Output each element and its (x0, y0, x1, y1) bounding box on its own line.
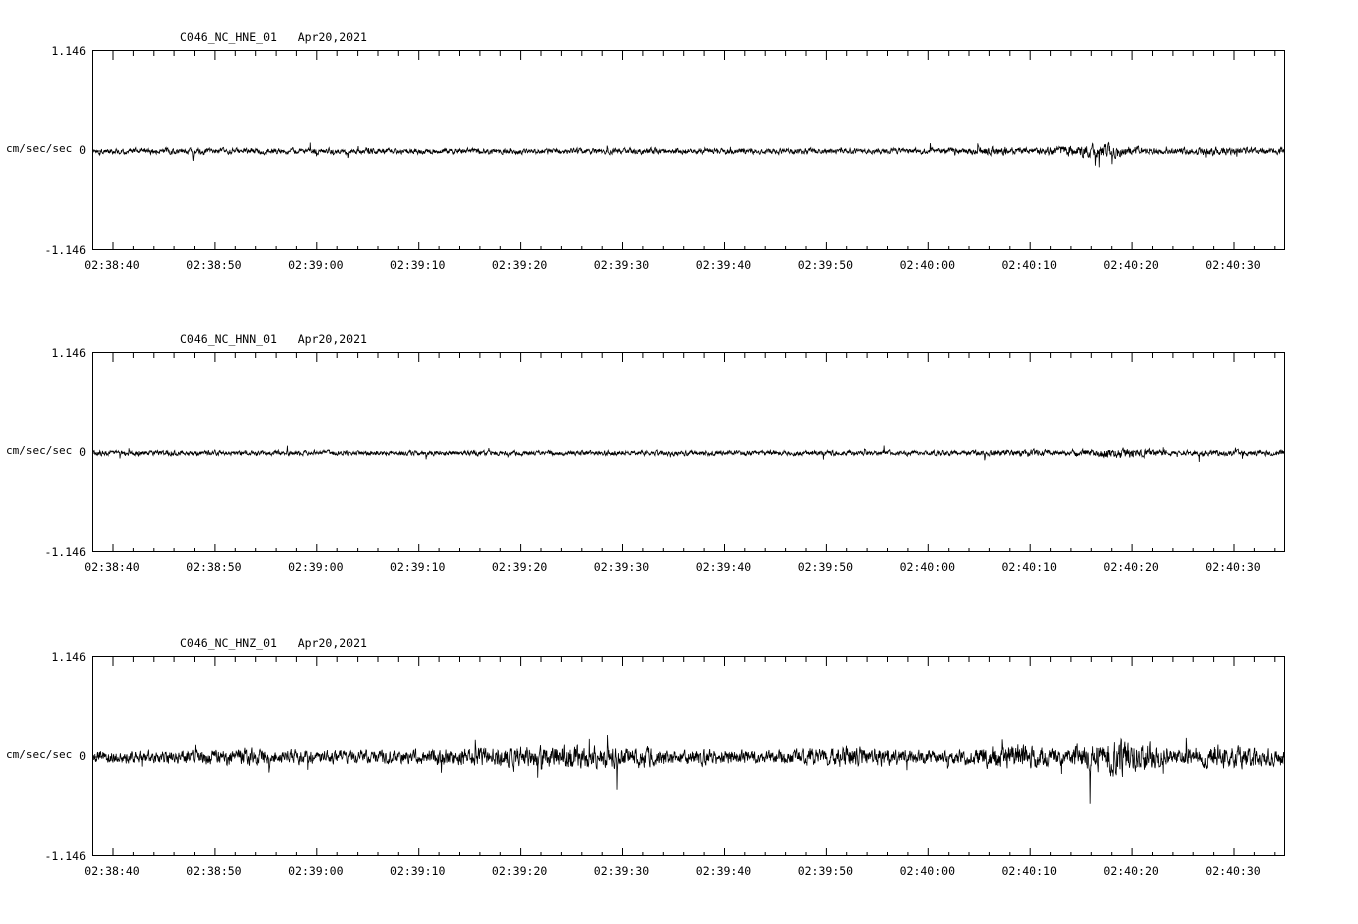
x-tick-label: 02:38:50 (186, 864, 242, 878)
x-tick-label: 02:39:00 (288, 258, 344, 272)
x-tick-label: 02:38:50 (186, 560, 242, 574)
seismogram-panel-hne (0, 0, 1358, 300)
y-tick-bottom-label-hne: -1.146 (44, 243, 86, 257)
x-tick-label: 02:39:50 (797, 560, 854, 574)
x-tick-label: 02:40:30 (1205, 560, 1261, 574)
x-tick-label: 02:40:10 (1001, 560, 1057, 574)
x-tick-label: 02:39:20 (491, 560, 548, 574)
y-tick-mid-label-hnn: 0 (79, 445, 86, 459)
x-tick-label: 02:40:30 (1205, 258, 1261, 272)
x-tick-label: 02:38:40 (84, 560, 140, 574)
panel-title-hne: C046_NC_HNE_01 Apr20,2021 (180, 30, 367, 44)
x-tick-label: 02:39:30 (593, 864, 650, 878)
y-tick-mid-label-hne: 0 (79, 143, 86, 157)
x-tick-label: 02:39:20 (491, 864, 548, 878)
x-tick-label: 02:38:50 (186, 258, 242, 272)
x-tick-label: 02:39:30 (593, 560, 650, 574)
panel-title-hnz: C046_NC_HNZ_01 Apr20,2021 (180, 636, 367, 650)
x-tick-label: 02:39:10 (389, 864, 446, 878)
y-tick-bottom-label-hnn: -1.146 (44, 545, 86, 559)
x-tick-label: 02:39:50 (797, 258, 854, 272)
x-tick-label: 02:40:10 (1001, 864, 1057, 878)
x-tick-label: 02:40:10 (1001, 258, 1057, 272)
x-axis-labels-hnz (0, 864, 1358, 884)
x-tick-label: 02:39:40 (695, 864, 752, 878)
x-tick-label: 02:40:00 (899, 258, 955, 272)
y-tick-mid-label-hnz: 0 (79, 749, 86, 763)
x-tick-label: 02:40:20 (1103, 560, 1159, 574)
y-axis-label-hnn: cm/sec/sec (6, 444, 73, 457)
x-tick-label: 02:39:10 (389, 560, 446, 574)
x-tick-label: 02:39:40 (695, 560, 752, 574)
x-tick-label: 02:39:00 (288, 560, 344, 574)
x-tick-label: 02:39:50 (797, 864, 854, 878)
x-tick-label: 02:39:40 (695, 258, 752, 272)
y-tick-bottom-label-hnz: -1.146 (44, 849, 86, 863)
x-tick-label: 02:38:40 (84, 258, 140, 272)
plot-area-hne (92, 50, 1285, 250)
x-tick-label: 02:39:20 (491, 258, 548, 272)
y-axis-label-hne: cm/sec/sec (6, 142, 73, 155)
waveform-trace-hnn (93, 353, 1285, 552)
x-tick-label: 02:40:00 (899, 864, 955, 878)
x-tick-label: 02:39:00 (288, 864, 344, 878)
x-axis-labels-hnn (0, 560, 1358, 580)
seismogram-panel-hnn (0, 302, 1358, 602)
x-tick-label: 02:40:00 (899, 560, 955, 574)
x-axis-labels-hne (0, 258, 1358, 278)
x-tick-label: 02:39:30 (593, 258, 650, 272)
y-axis-label-hnz: cm/sec/sec (6, 748, 73, 761)
x-tick-label: 02:40:20 (1103, 258, 1159, 272)
seismogram-panel-hnz (0, 606, 1358, 906)
panel-title-hnn: C046_NC_HNN_01 Apr20,2021 (180, 332, 367, 346)
y-tick-top-label-hne: 1.146 (51, 44, 86, 58)
waveform-trace-hnz (93, 657, 1285, 856)
y-tick-top-label-hnz: 1.146 (51, 650, 86, 664)
waveform-trace-hne (93, 51, 1285, 250)
plot-area-hnn (92, 352, 1285, 552)
x-tick-label: 02:39:10 (389, 258, 446, 272)
x-tick-label: 02:40:20 (1103, 864, 1159, 878)
plot-area-hnz (92, 656, 1285, 856)
x-tick-label: 02:38:40 (84, 864, 140, 878)
x-tick-label: 02:40:30 (1205, 864, 1261, 878)
y-tick-top-label-hnn: 1.146 (51, 346, 86, 360)
